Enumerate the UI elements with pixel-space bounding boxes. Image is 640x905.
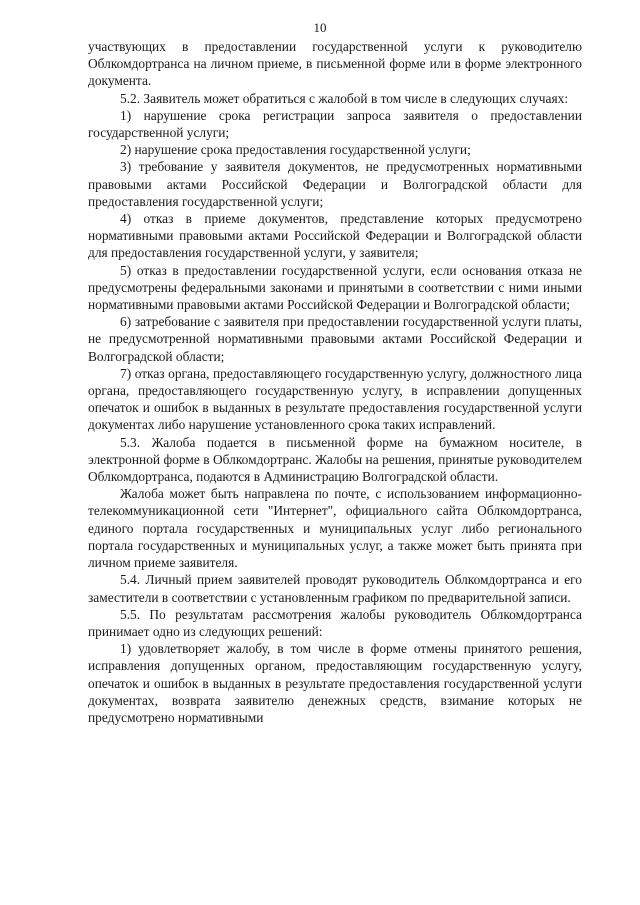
- list-item-7: 7) отказ органа, предоставляющего государственную услугу, должностного лица органа, предоставляющего государственную услугу, в исправлении допущенных опечаток и ошибок в выданных в результате предоставления государственной услуги документах либо нарушение установленного срока таких исправлений.: [88, 365, 582, 433]
- paragraph-5-3: 5.3. Жалоба подается в письменной форме на бумажном носителе, в электронной форме в Облкомдортранс. Жалобы на решения, принятые руководителем Облкомдортранса, подаются в Администрацию Волгоградской области.: [88, 434, 582, 485]
- paragraph-continuation: участвующих в предоставлении государственной услуги к руководителю Облкомдортранса на личном приеме, в письменной форме или в форме электронного документа.: [88, 39, 582, 89]
- decision-item-1: 1) удовлетворяет жалобу, в том числе в форме отмены принятого решения, исправления допущенных органом, предоставляющим государственную услугу, опечаток и ошибок в выданных в результате предоставления государственной услуги документах, возврата заявителю денежных средств, взимание которых не предусмотрено нормативными: [88, 641, 582, 725]
- list-item-1: 1) нарушение срока регистрации запроса заявителя о предоставлении государственной услуги;: [88, 107, 582, 141]
- list-item-3: 3) требование у заявителя документов, не предусмотренных нормативными правовыми актами Российской Федерации и Волгоградской области для предоставления государственной услуги;: [88, 159, 582, 209]
- list-item-2: 2) нарушение срока предоставления государственной услуги;: [120, 142, 471, 158]
- document-body: [88, 38, 582, 726]
- paragraph-5-5: 5.5. По результатам рассмотрения жалобы руководитель Облкомдортранса принимает одно из следующих решений:: [88, 606, 582, 639]
- paragraph-5-4: 5.4. Личный прием заявителей проводят руководитель Облкомдортранса и его заместители в соответствии с установленным графиком по предварительной записи.: [88, 572, 582, 605]
- paragraph-complaint-channels: Жалоба может быть направлена по почте, с использованием информационно-телекоммуникационной сети "Интернет", официального сайта Облкомдортранса, единого портала государственных и муниципальных услуг либо регионального портала государственных и муниципальных услуг, а также может быть принята при личном приеме заявителя.: [88, 486, 582, 571]
- page-number: 10: [313, 20, 327, 35]
- list-item-6: 6) затребование с заявителя при предоставлении государственной услуги платы, не предусмотренной нормативными правовыми актами Российской Федерации и Волгоградской области;: [88, 314, 582, 364]
- list-item-5: 5) отказ в предоставлении государственной услуги, если основания отказа не предусмотрены федеральными законами и принятыми в соответствии с ними иными нормативными правовыми актами Российской Федерации и Волгоградской области;: [88, 262, 582, 313]
- list-item-4: 4) отказ в приеме документов, представление которых предусмотрено нормативными правовыми актами Российской Федерации и Волгоградской области для предоставления государственной услуги, у заявителя;: [88, 211, 582, 261]
- paragraph-5-2: 5.2. Заявитель может обратиться с жалобой в том числе в следующих случаях:: [120, 90, 569, 106]
